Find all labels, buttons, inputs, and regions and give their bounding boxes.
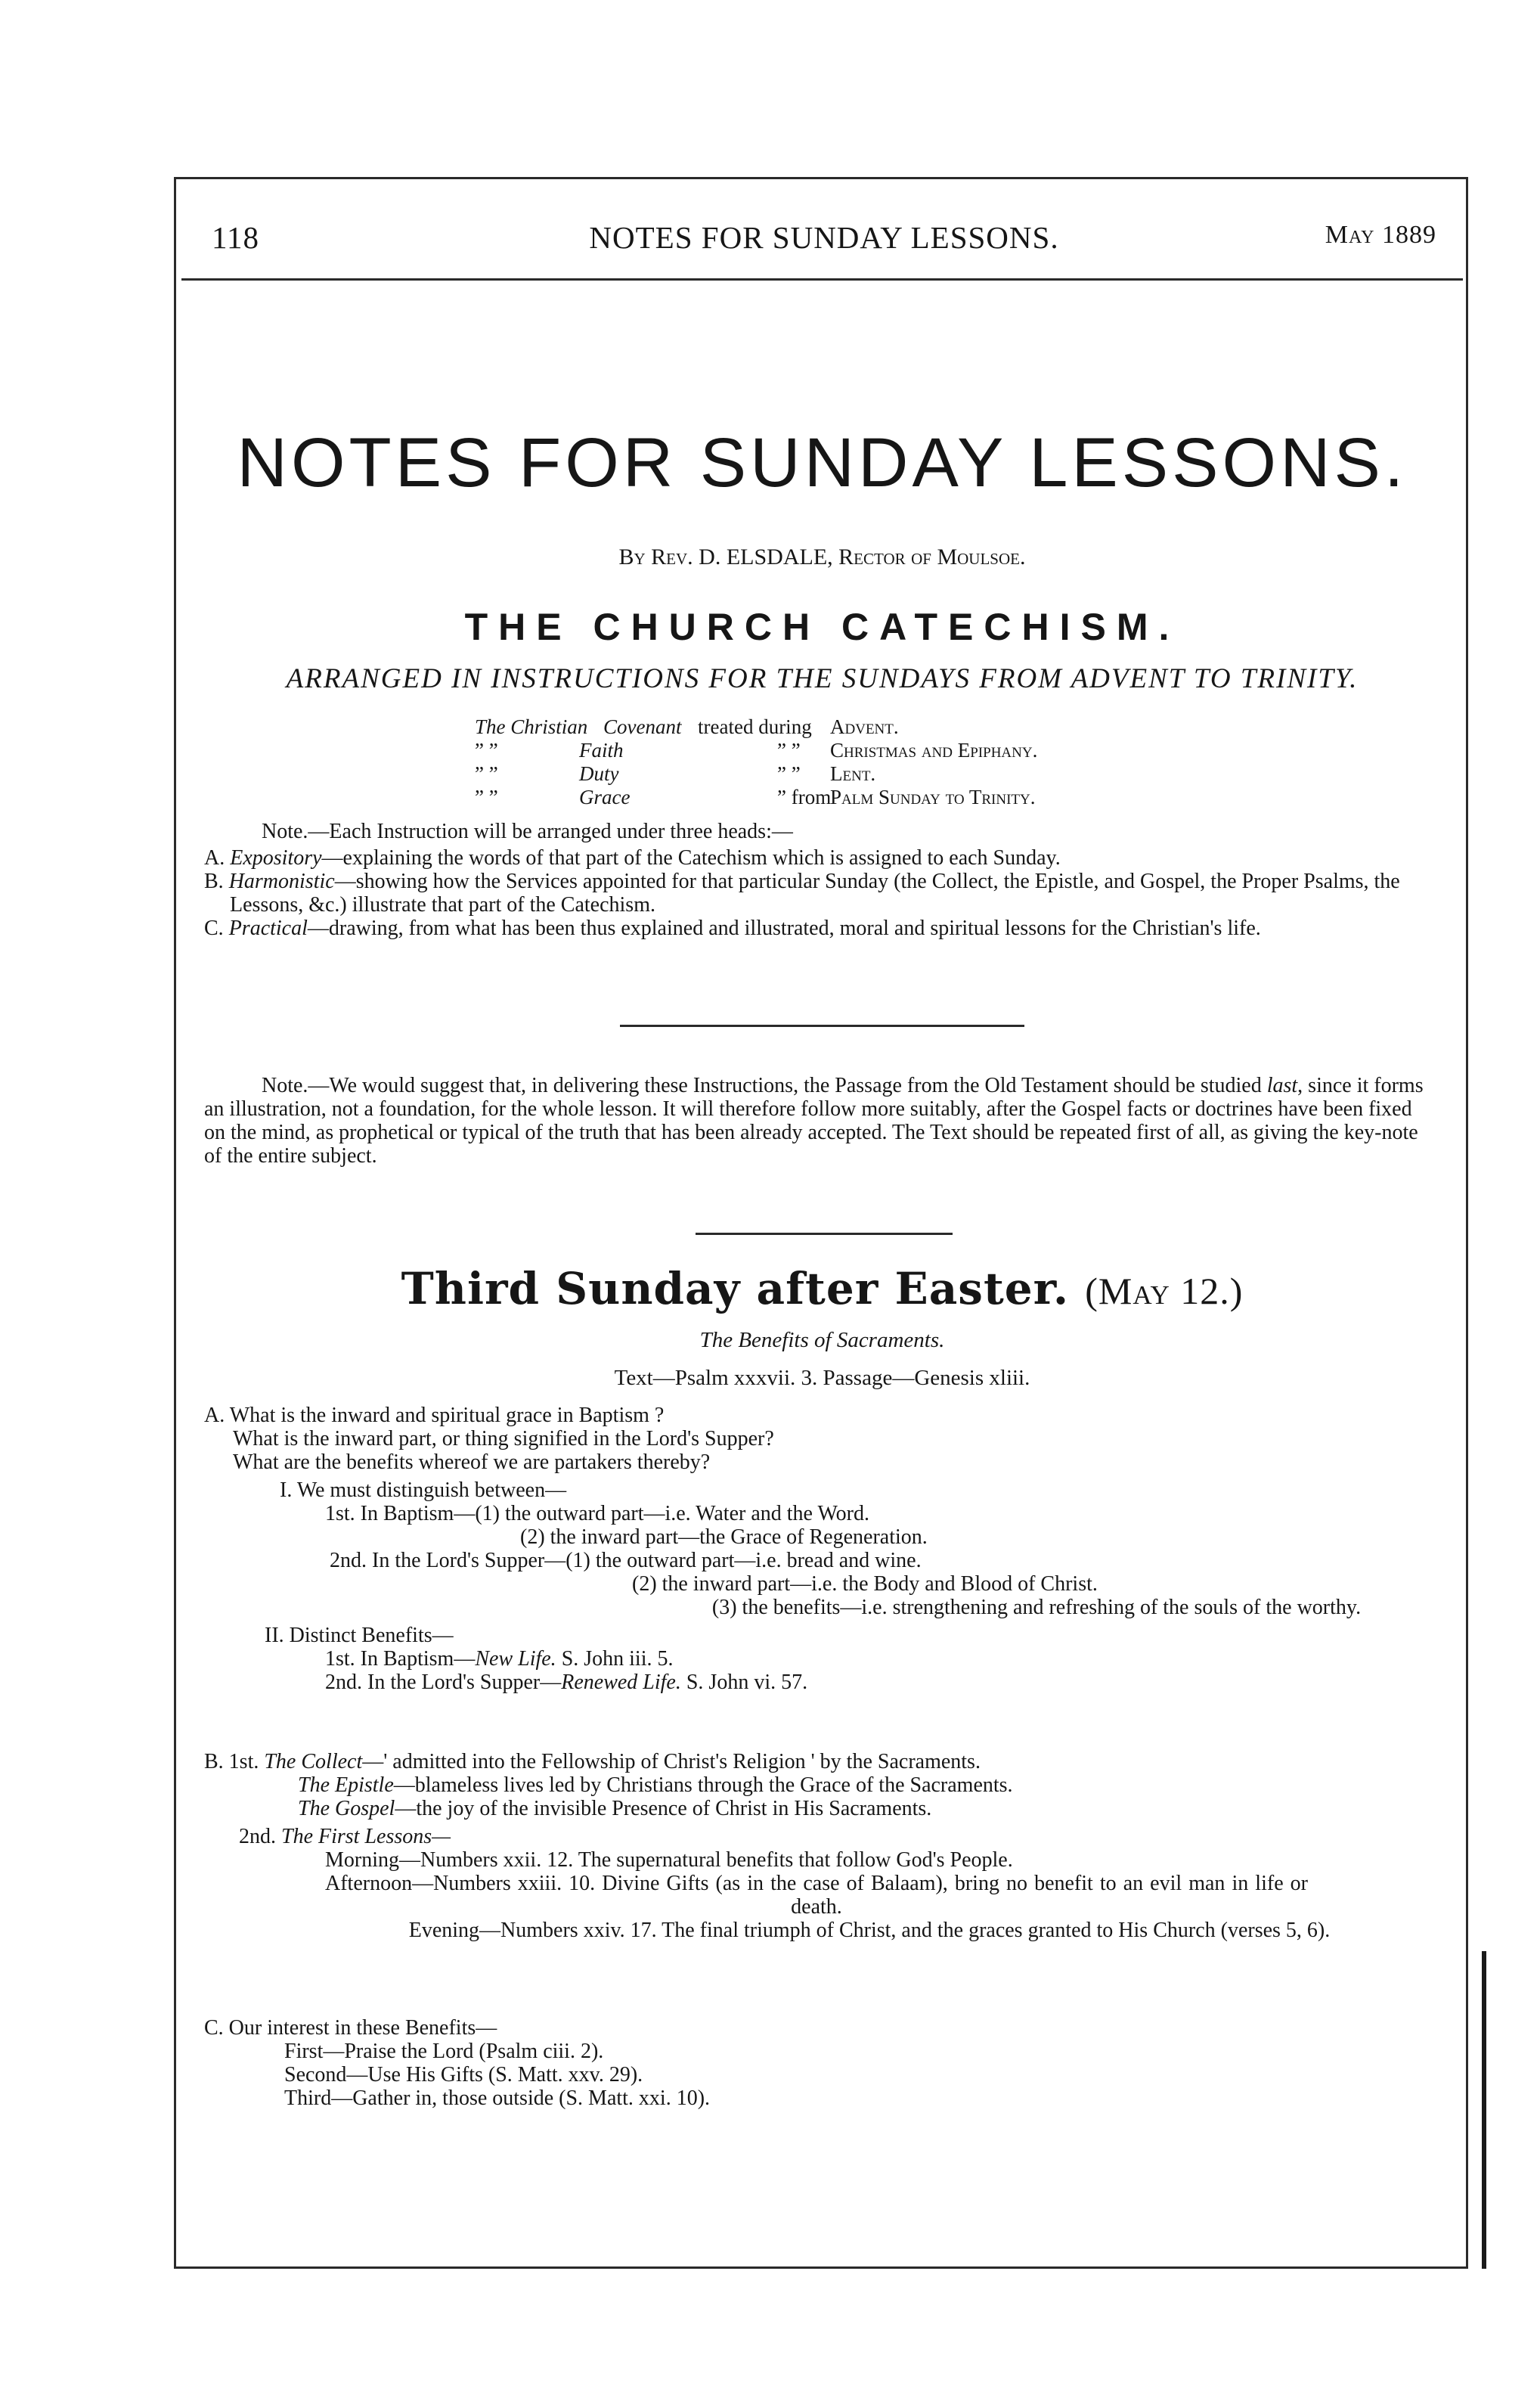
- note-item-text: —drawing, from what has been thus explained and illustrated, moral and spiritual lessons for the Christian's life.: [307, 917, 1261, 940]
- supper-line-3: [204, 1596, 1436, 1619]
- sunday-date: (May 12.): [1085, 1270, 1244, 1312]
- collect-line: [204, 1750, 1436, 1773]
- question-3: What are the benefits whereof we are partakers thereby?: [233, 1450, 711, 1474]
- note-item-text: —explaining the words of that part of the Catechism which is assigned to each Sunday.: [321, 846, 1061, 870]
- b-label: B. 1st.: [204, 1750, 265, 1773]
- c-first: First—Praise the Lord (Psalm ciii. 2).: [284, 2040, 604, 2063]
- section-title: THE CHURCH CATECHISM.: [464, 606, 1180, 648]
- covenant-c1: ” ”: [475, 762, 498, 785]
- ii-1-term: New Life.: [475, 1647, 556, 1671]
- note-item-term: Practical: [228, 917, 308, 940]
- section-a: [204, 1404, 1436, 1694]
- margin-mark: [1482, 1951, 1486, 2269]
- question-1: A. What is the inward and spiritual grace in Baptism ?: [204, 1404, 665, 1427]
- ii-2-ref: S. John vi. 57.: [680, 1671, 808, 1694]
- note-item-text: —showing how the Services appointed for that particular Sunday (the Collect, the Epistle, and Gospel, the Proper Psalms, the Lessons, &c.) illustrate that part of the Catechism.: [230, 870, 1400, 917]
- note-two-text: [204, 1074, 1436, 1168]
- gospel-line: [204, 1797, 1436, 1820]
- arranged-subtitle: ARRANGED IN INSTRUCTIONS FOR THE SUNDAYS FROM ADVENT TO TRINITY.: [286, 663, 1359, 694]
- epistle-term: The Epistle: [298, 1773, 394, 1797]
- section-ii-heading: II. Distinct Benefits—: [265, 1624, 454, 1647]
- gospel-term: The Gospel: [298, 1797, 395, 1820]
- covenant-c1: ” ”: [475, 739, 498, 762]
- sunday-heading: [181, 1263, 1463, 1314]
- covenant-c4: Christmas and Epiphany.: [830, 739, 1038, 762]
- supper-line-3-text: (3) the benefits—i.e. strengthening and refreshing of the souls of the worthy.: [711, 1596, 1362, 1619]
- note-item-letter: A.: [204, 846, 225, 870]
- second-label: 2nd.: [239, 1825, 281, 1848]
- note-one: [204, 820, 1436, 940]
- ii-line-2: [204, 1671, 1436, 1694]
- covenant-c1: ” ”: [475, 786, 498, 808]
- c-third: Third—Gather in, those outside (S. Matt. xxi. 10).: [284, 2086, 711, 2110]
- covenant-c2: Faith: [579, 739, 624, 762]
- epistle-line: [204, 1773, 1436, 1797]
- covenant-c4: Advent.: [830, 715, 899, 738]
- ii-2-term: Renewed Life.: [561, 1671, 681, 1694]
- section-c: [204, 2016, 1436, 2110]
- running-header: [212, 219, 1436, 265]
- section-b: [204, 1750, 1436, 1942]
- covenant-c1: The Christian: [475, 715, 588, 738]
- note-two-a: Note.—We would suggest that, in delivering these Instructions, the Passage from the Old Testament should be studied: [262, 1074, 1267, 1097]
- covenant-c3: ” ”: [777, 762, 801, 785]
- page-title: NOTES FOR SUNDAY LESSONS.: [237, 424, 1408, 501]
- note-two-c: , since it forms an illustration, not a foundation, for the whole lesson. It will therefore follow more suitably, after the Gospel facts or doctrines have been fixed on the mind, as prophetical or typical of the truth that has been already accepted. The Text should be repeated first of all, as giving the key-note of the entire subject.: [204, 1074, 1424, 1168]
- section-i-heading: I. We must distinguish between—: [280, 1478, 567, 1502]
- question-2: What is the inward part, or thing signified in the Lord's Supper?: [233, 1427, 774, 1450]
- covenant-c4: Palm Sunday to Trinity.: [830, 786, 1036, 808]
- running-title: NOTES FOR SUNDAY LESSONS.: [589, 220, 1059, 255]
- covenant-c3: treated during: [698, 715, 812, 738]
- covenant-c3: ” from: [777, 786, 832, 808]
- morning-line: Morning—Numbers xxii. 12. The supernatural benefits that follow God's People.: [325, 1848, 1013, 1872]
- collect-text: —' admitted into the Fellowship of Christ's Religion ' by the Sacraments.: [362, 1750, 981, 1773]
- note-item-term: Harmonistic: [228, 870, 335, 893]
- note-item-c: [204, 917, 1436, 940]
- sunday-subtitle: The Benefits of Sacraments.: [699, 1328, 945, 1352]
- supper-line-1: 2nd. In the Lord's Supper—(1) the outward part—i.e. bread and wine.: [330, 1549, 922, 1572]
- c-second: Second—Use His Gifts (S. Matt. xxv. 29).: [284, 2063, 643, 2086]
- collect-term: The Collect: [264, 1750, 363, 1773]
- supper-line-2: (2) the inward part—i.e. the Body and Blood of Christ.: [632, 1572, 1098, 1596]
- note-item-letter: C.: [204, 917, 224, 940]
- note-two-b: last: [1266, 1074, 1298, 1097]
- covenant-c2: Grace: [579, 786, 631, 808]
- evening-line: [204, 1919, 1436, 1942]
- first-lessons-line: [204, 1825, 1436, 1848]
- page-number: 118: [212, 220, 259, 255]
- afternoon-line: [204, 1872, 1436, 1919]
- note-item-a: [204, 846, 1436, 870]
- note-two: [204, 1074, 1436, 1168]
- byline: By Rev. D. ELSDALE, Rector of Moulsoe.: [618, 545, 1026, 569]
- covenant-c4: Lent.: [830, 762, 876, 785]
- running-date: May 1889: [1325, 221, 1436, 249]
- note-item-letter: B.: [204, 870, 224, 893]
- ii-1-ref: S. John iii. 5.: [556, 1647, 674, 1671]
- note-one-intro: Note.—Each Instruction will be arranged under three heads:—: [262, 820, 793, 843]
- header-rule: [181, 278, 1463, 281]
- sunday-title: Third Sunday after Easter.: [401, 1263, 1070, 1314]
- ii-line-1: [204, 1647, 1436, 1671]
- gospel-text: —the joy of the invisible Presence of Christ in His Sacraments.: [395, 1797, 932, 1820]
- top-border: [174, 177, 1468, 179]
- baptism-line-1: 1st. In Baptism—(1) the outward part—i.e. Water and the Word.: [325, 1502, 869, 1525]
- ii-2-label: 2nd. In the Lord's Supper—: [325, 1671, 562, 1694]
- covenant-c2: Duty: [579, 762, 619, 785]
- divider-rule-2: [696, 1233, 953, 1235]
- bottom-border: [174, 2266, 1468, 2269]
- divider-rule: [620, 1025, 1024, 1027]
- text-passage: Text—Psalm xxxvii. 3. Passage—Genesis xliii.: [614, 1366, 1030, 1390]
- first-lessons-term: The First Lessons—: [281, 1825, 451, 1848]
- ii-1-label: 1st. In Baptism—: [325, 1647, 476, 1671]
- evening-text: Evening—Numbers xxiv. 17. The final triumph of Christ, and the graces granted to His Church (verses 5, 6).: [408, 1919, 1331, 1942]
- afternoon-text: Afternoon—Numbers xxiii. 10. Divine Gifts (as in the case of Balaam), bring no benefit to an evil man in life or death.: [325, 1872, 1308, 1919]
- epistle-text: —blameless lives led by Christians through the Grace of the Sacraments.: [393, 1773, 1013, 1797]
- note-item-term: Expository: [230, 846, 322, 870]
- baptism-line-2: (2) the inward part—the Grace of Regeneration.: [520, 1525, 928, 1549]
- c-heading: C. Our interest in these Benefits—: [204, 2016, 497, 2040]
- note-item-b: [204, 870, 1436, 917]
- covenant-c2: Covenant: [603, 715, 682, 738]
- covenant-c3: ” ”: [777, 739, 801, 762]
